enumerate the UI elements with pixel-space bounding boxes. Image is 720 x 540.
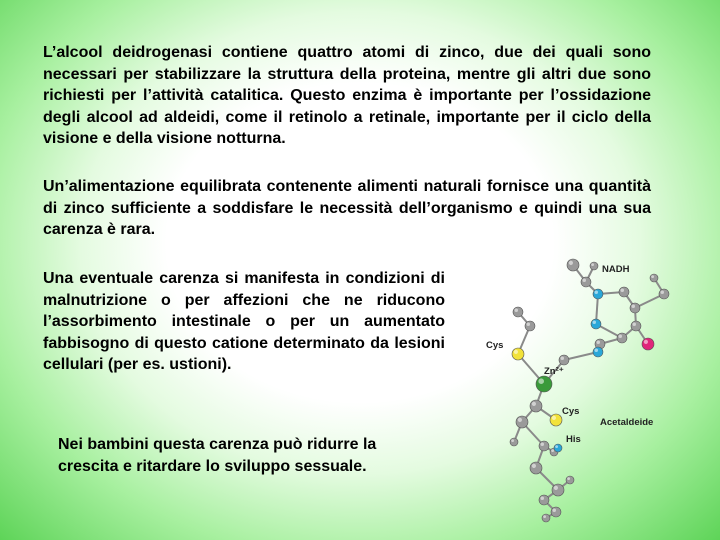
paragraph-deficiency-causes: Una eventuale carenza si manifesta in condizioni di malnutrizione o per affezioni che ne riducono l’assorbimento intestinale o per un aumentato fabbisogno di questo catione determinato da lesioni cellulari (per es. ustioni). <box>43 270 445 373</box>
carbon-atom <box>567 259 579 271</box>
atom-highlight <box>527 323 531 327</box>
atom-highlight <box>552 416 556 420</box>
atom-highlight <box>597 341 601 345</box>
sulfur-atom <box>550 414 562 426</box>
carbon-atom <box>617 333 627 343</box>
carbon-atom <box>650 274 658 282</box>
molecule-bonds <box>514 265 664 518</box>
atom-highlight <box>518 418 522 422</box>
nitrogen-atom <box>554 444 562 452</box>
carbon-atom <box>539 441 549 451</box>
atom-highlight <box>593 321 597 325</box>
carbon-atom <box>559 355 569 365</box>
paragraph-balanced-diet: Un’alimentazione equilibrata contenente alimenti naturali fornisce una quantità di zinco sufficiente a soddisfare le necessità dell’organismo e quindi una sua carenza è rara. <box>43 178 651 238</box>
atom-highlight <box>555 445 558 448</box>
atom-highlight <box>543 515 546 518</box>
carbon-atom <box>530 462 542 474</box>
paragraph-children-effects: Nei bambini questa carenza può ridurre la crescita e ritardare lo sviluppo sessuale. <box>58 436 377 475</box>
carbon-atom <box>552 484 564 496</box>
atom-highlight <box>633 323 637 327</box>
carbon-atom <box>542 514 550 522</box>
carbon-atom <box>631 321 641 331</box>
atom-highlight <box>567 477 570 480</box>
atom-highlight <box>595 291 599 295</box>
label-nadh: NADH <box>602 264 630 275</box>
label-zn: Zn²⁺ <box>544 366 564 377</box>
label-his: His <box>566 434 581 445</box>
carbon-atom <box>510 438 518 446</box>
atom-highlight <box>554 486 558 490</box>
atom-highlight <box>514 350 518 354</box>
carbon-atom <box>566 476 574 484</box>
sulfur-atom <box>512 348 524 360</box>
carbon-atom <box>525 321 535 331</box>
label-cys-left: Cys <box>486 340 504 351</box>
atom-highlight <box>595 349 599 353</box>
carbon-atom <box>590 262 598 270</box>
carbon-atom <box>551 507 561 517</box>
atom-highlight <box>532 464 536 468</box>
nitrogen-atom <box>593 289 603 299</box>
atom-highlight <box>583 279 587 283</box>
atom-highlight <box>538 378 544 384</box>
atom-highlight <box>551 449 554 452</box>
atom-highlight <box>541 443 545 447</box>
atom-highlight <box>541 497 545 501</box>
atom-highlight <box>532 402 536 406</box>
label-acetaldeide: Acetaldeide <box>600 417 654 428</box>
atom-highlight <box>621 289 625 293</box>
atom-highlight <box>632 305 636 309</box>
paragraph-alcohol-dehydrogenase: L’alcool deidrogenasi contiene quattro atomi di zinco, due dei quali sono necessari per stabilizzare la struttura della proteina, mentre gli altri due sono richiesti per l’attività catalitica. Questo enzima è importante per l’ossidazione degli alcool ad aldeidi, come il retinolo a retinale, importante per il ciclo della visione e della visione notturna. <box>43 44 651 147</box>
atom-highlight <box>561 357 565 361</box>
atom-highlight <box>591 263 594 266</box>
carbon-atom <box>659 289 669 299</box>
nitrogen-atom <box>591 319 601 329</box>
atom-highlight <box>644 340 648 344</box>
atom-highlight <box>511 439 514 442</box>
molecule-atoms <box>510 259 669 522</box>
nitrogen-atom <box>593 347 603 357</box>
atom-highlight <box>515 309 519 313</box>
carbon-atom <box>581 277 591 287</box>
zinc-atom <box>536 376 552 392</box>
atom-highlight <box>651 275 654 278</box>
carbon-atom <box>539 495 549 505</box>
carbon-atom <box>513 307 523 317</box>
atom-highlight <box>619 335 623 339</box>
carbon-atom <box>530 400 542 412</box>
atom-highlight <box>661 291 665 295</box>
molecule-illustration <box>478 256 700 526</box>
atom-highlight <box>569 261 573 265</box>
oxygen-atom <box>642 338 654 350</box>
carbon-atom <box>619 287 629 297</box>
carbon-atom <box>516 416 528 428</box>
carbon-atom <box>630 303 640 313</box>
atom-highlight <box>553 509 557 513</box>
label-cys-bottom: Cys <box>562 406 580 417</box>
